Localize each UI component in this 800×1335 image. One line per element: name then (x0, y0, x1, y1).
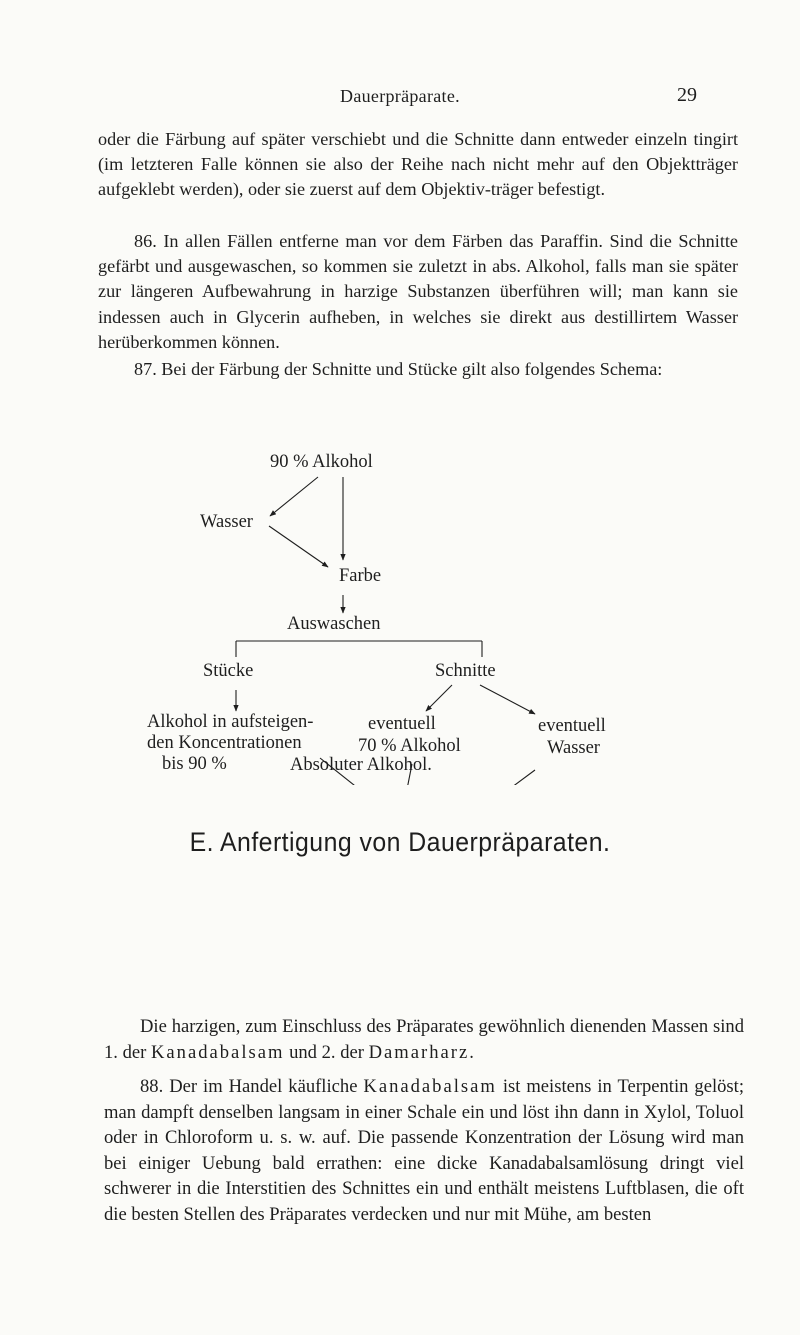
node-alkohol-70: 70 % Alkohol (358, 736, 461, 756)
term-kanadabalsam: Kanadabalsam (363, 1076, 497, 1097)
node-schnitte: Schnitte (435, 661, 496, 681)
paragraph-intro-e (104, 1014, 744, 1065)
text-run: . (469, 1041, 474, 1063)
paragraph-86 (98, 229, 738, 355)
section-heading: E. Anfertigung von Dauerpräparaten. (189, 827, 611, 857)
node-alkohol-90: 90 % Alkohol (270, 452, 373, 472)
arrow-schnitte-to-wasser (480, 685, 535, 714)
node-absoluter-alkohol: Absoluter Alkohol. (290, 755, 432, 775)
arrow-schnitte-to-70 (426, 685, 452, 711)
paragraph-text: 86. In allen Fällen entferne man vor dem Färben das Paraffin. Sind die Schnitte gefärbt und ausgewaschen, so kommen sie zuletzt in abs. Alkohol, falls man sie später zur längeren Aufbewahrung in harzige Substanzen überführen will; man kann sie indessen auch in Glycerin aufheben, in welches sie direkt aus destillirtem Wasser herüberkommen können. (98, 231, 738, 352)
node-eventuell-70: eventuell (368, 714, 436, 734)
node-stuecke-text: bis 90 % (162, 754, 227, 774)
node-wasser-2: Wasser (547, 738, 600, 758)
arrow-wasser-to-absolut (430, 770, 535, 785)
term-kanadabalsam: Kanadabalsam (150, 1041, 285, 1063)
paragraph-continuation (98, 127, 738, 203)
paragraph-87 (98, 357, 738, 382)
term-damarharz: Damarharz (368, 1041, 470, 1063)
node-stuecke: Stücke (203, 661, 254, 681)
node-auswaschen: Auswaschen (287, 614, 381, 634)
text-run: ist meistens in Terpentin gelöst; man dampft denselben langsam in einer Schale ein und löst ihn dann in Xylol, Toluol oder in Chloroform u. s. w. auf. Die passende Konzentration der Lösung wird man bei einiger Uebung bald errathen: eine dicke Kanadabalsamlösung dringt viel schwerer in die Interstitien des Schnittes ein und enthält meistens Luftblasen, die oft die besten Stellen des Präparates verdecken und nur mit Mühe, am besten (104, 1076, 744, 1225)
node-farbe: Farbe (339, 566, 382, 586)
text-run: und 2. der (284, 1041, 369, 1063)
arrow-alkohol-to-wasser (270, 477, 318, 516)
node-eventuell-wasser: eventuell (538, 716, 606, 736)
running-header: Dauerpräparate. (340, 86, 460, 106)
staining-schema-diagram (0, 440, 800, 785)
node-stuecke-text: Alkohol in aufsteigen- (147, 712, 314, 732)
node-wasser: Wasser (200, 512, 253, 532)
paragraph-text: oder die Färbung auf später verschiebt und die Schnitte dann entweder einzeln tingirt (im letzteren Falle können sie also der Reihe nach nicht mehr auf den Objektträger aufgeklebt werden), oder sie zuerst auf dem Objektiv-träger befestigt. (98, 129, 738, 200)
node-stuecke-text: den Koncentrationen (147, 733, 302, 753)
text-run: 88. Der im Handel käufliche (140, 1076, 364, 1097)
text-run: Die harzigen, zum Einschluss des Präparates gewöhnlich dienenden Massen sind 1. der (104, 1016, 744, 1063)
paragraph-88 (104, 1074, 744, 1228)
page-number: 29 (677, 84, 697, 106)
paragraph-text (104, 1014, 744, 1065)
paragraph-text: 87. Bei der Färbung der Schnitte und Stücke gilt also folgendes Schema: (134, 359, 663, 379)
arrow-wasser-to-farbe (269, 526, 328, 567)
paragraph-text (104, 1074, 744, 1228)
